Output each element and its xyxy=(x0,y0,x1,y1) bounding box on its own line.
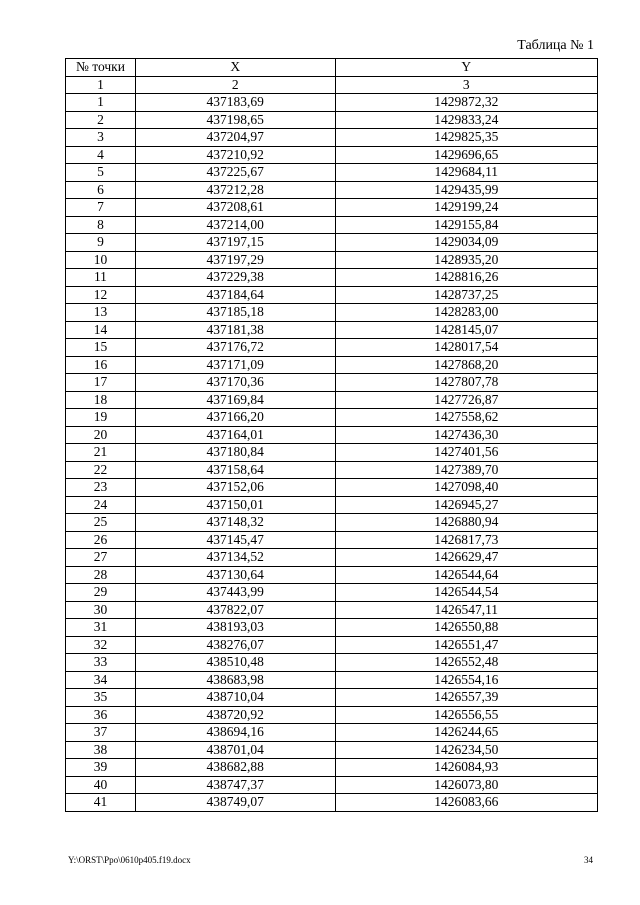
y-coordinate-cell: 1426629,47 xyxy=(335,549,598,567)
point-number-cell: 8 xyxy=(66,216,136,234)
y-coordinate-cell: 1426817,73 xyxy=(335,531,598,549)
table-row xyxy=(66,94,598,112)
point-number-cell: 16 xyxy=(66,356,136,374)
header-row xyxy=(66,59,598,77)
x-coordinate-cell: 437181,38 xyxy=(135,321,335,339)
point-number-cell: 23 xyxy=(66,479,136,497)
x-coordinate-cell: 437134,52 xyxy=(135,549,335,567)
y-coordinate-cell: 1427726,87 xyxy=(335,391,598,409)
x-coordinate-cell: 437145,47 xyxy=(135,531,335,549)
y-coordinate-cell: 1428017,54 xyxy=(335,339,598,357)
x-coordinate-cell: 437214,00 xyxy=(135,216,335,234)
point-number-cell: 37 xyxy=(66,724,136,742)
x-coordinate-cell: 437158,64 xyxy=(135,461,335,479)
x-coordinate-cell: 438694,16 xyxy=(135,724,335,742)
x-coordinate-cell: 437171,09 xyxy=(135,356,335,374)
table-row xyxy=(66,776,598,794)
y-coordinate-cell: 1428145,07 xyxy=(335,321,598,339)
table-row xyxy=(66,304,598,322)
table-row xyxy=(66,689,598,707)
table-row xyxy=(66,706,598,724)
footer-file-path: Y:\ORST\Ppo\0610p405.f19.docx xyxy=(68,855,191,865)
table-row xyxy=(66,409,598,427)
x-coordinate-cell: 437152,06 xyxy=(135,479,335,497)
y-coordinate-cell: 1428816,26 xyxy=(335,269,598,287)
y-coordinate-cell: 1426544,64 xyxy=(335,566,598,584)
y-coordinate-cell: 1429833,24 xyxy=(335,111,598,129)
y-coordinate-cell: 1427868,20 xyxy=(335,356,598,374)
column-index-cell: 3 xyxy=(335,76,598,94)
x-coordinate-cell: 438682,88 xyxy=(135,759,335,777)
y-coordinate-cell: 1426234,50 xyxy=(335,741,598,759)
point-number-cell: 21 xyxy=(66,444,136,462)
column-index-cell: 2 xyxy=(135,76,335,94)
table-row xyxy=(66,619,598,637)
point-number-cell: 5 xyxy=(66,164,136,182)
x-coordinate-cell: 437164,01 xyxy=(135,426,335,444)
table-row xyxy=(66,671,598,689)
x-coordinate-cell: 438510,48 xyxy=(135,654,335,672)
column-index-row xyxy=(66,76,598,94)
table-row xyxy=(66,129,598,147)
table-row xyxy=(66,164,598,182)
y-coordinate-cell: 1426552,48 xyxy=(335,654,598,672)
y-coordinate-cell: 1428737,25 xyxy=(335,286,598,304)
y-coordinate-cell: 1426544,54 xyxy=(335,584,598,602)
table-row xyxy=(66,286,598,304)
table-row xyxy=(66,146,598,164)
x-coordinate-cell: 438276,07 xyxy=(135,636,335,654)
table-row xyxy=(66,269,598,287)
y-coordinate-cell: 1427389,70 xyxy=(335,461,598,479)
point-number-cell: 28 xyxy=(66,566,136,584)
table-row xyxy=(66,426,598,444)
point-number-cell: 26 xyxy=(66,531,136,549)
y-coordinate-cell: 1426244,65 xyxy=(335,724,598,742)
point-number-cell: 30 xyxy=(66,601,136,619)
y-coordinate-cell: 1427807,78 xyxy=(335,374,598,392)
x-coordinate-cell: 437150,01 xyxy=(135,496,335,514)
x-coordinate-cell: 437204,97 xyxy=(135,129,335,147)
point-number-cell: 2 xyxy=(66,111,136,129)
point-number-cell: 25 xyxy=(66,514,136,532)
y-coordinate-cell: 1427558,62 xyxy=(335,409,598,427)
y-coordinate-cell: 1428935,20 xyxy=(335,251,598,269)
table-caption: Таблица № 1 xyxy=(517,38,594,53)
point-number-cell: 7 xyxy=(66,199,136,217)
table-row xyxy=(66,636,598,654)
point-number-cell: 31 xyxy=(66,619,136,637)
table-row xyxy=(66,356,598,374)
x-coordinate-cell: 438720,92 xyxy=(135,706,335,724)
y-coordinate-cell: 1426945,27 xyxy=(335,496,598,514)
point-number-cell: 19 xyxy=(66,409,136,427)
x-coordinate-cell: 437822,07 xyxy=(135,601,335,619)
y-coordinate-cell: 1429034,09 xyxy=(335,234,598,252)
point-number-cell: 18 xyxy=(66,391,136,409)
point-number-cell: 40 xyxy=(66,776,136,794)
point-number-cell: 1 xyxy=(66,94,136,112)
table-row xyxy=(66,496,598,514)
table-row xyxy=(66,234,598,252)
y-coordinate-cell: 1426550,88 xyxy=(335,619,598,637)
point-number-cell: 29 xyxy=(66,584,136,602)
table-row xyxy=(66,759,598,777)
x-coordinate-cell: 437212,28 xyxy=(135,181,335,199)
table-header xyxy=(66,59,598,94)
y-coordinate-cell: 1427098,40 xyxy=(335,479,598,497)
point-number-cell: 41 xyxy=(66,794,136,812)
table-row xyxy=(66,794,598,812)
y-coordinate-cell: 1426554,16 xyxy=(335,671,598,689)
table-row xyxy=(66,654,598,672)
point-number-cell: 11 xyxy=(66,269,136,287)
y-coordinate-cell: 1429872,32 xyxy=(335,94,598,112)
x-coordinate-cell: 438747,37 xyxy=(135,776,335,794)
y-coordinate-cell: 1427436,30 xyxy=(335,426,598,444)
y-coordinate-cell: 1429696,65 xyxy=(335,146,598,164)
x-coordinate-cell: 437170,36 xyxy=(135,374,335,392)
x-coordinate-cell: 438710,04 xyxy=(135,689,335,707)
point-number-cell: 32 xyxy=(66,636,136,654)
table-row xyxy=(66,339,598,357)
y-coordinate-cell: 1429825,35 xyxy=(335,129,598,147)
column-index-cell: 1 xyxy=(66,76,136,94)
table-row xyxy=(66,531,598,549)
point-number-cell: 35 xyxy=(66,689,136,707)
x-coordinate-cell: 437185,18 xyxy=(135,304,335,322)
point-number-cell: 33 xyxy=(66,654,136,672)
point-number-cell: 17 xyxy=(66,374,136,392)
table-row xyxy=(66,584,598,602)
x-coordinate-cell: 437443,99 xyxy=(135,584,335,602)
y-coordinate-cell: 1426556,55 xyxy=(335,706,598,724)
y-coordinate-cell: 1426557,39 xyxy=(335,689,598,707)
x-coordinate-cell: 437180,84 xyxy=(135,444,335,462)
table-row xyxy=(66,444,598,462)
x-coordinate-cell: 438193,03 xyxy=(135,619,335,637)
point-number-cell: 4 xyxy=(66,146,136,164)
point-number-cell: 12 xyxy=(66,286,136,304)
point-number-cell: 13 xyxy=(66,304,136,322)
table-row xyxy=(66,566,598,584)
point-number-cell: 14 xyxy=(66,321,136,339)
footer-page-number: 34 xyxy=(584,855,593,865)
table-row xyxy=(66,741,598,759)
table-row xyxy=(66,549,598,567)
y-coordinate-cell: 1426073,80 xyxy=(335,776,598,794)
point-number-cell: 39 xyxy=(66,759,136,777)
x-coordinate-cell: 437166,20 xyxy=(135,409,335,427)
x-coordinate-cell: 438701,04 xyxy=(135,741,335,759)
x-coordinate-cell: 437198,65 xyxy=(135,111,335,129)
y-coordinate-cell: 1426551,47 xyxy=(335,636,598,654)
table-row xyxy=(66,391,598,409)
coordinates-table xyxy=(65,58,598,812)
table-row xyxy=(66,216,598,234)
y-coordinate-cell: 1427401,56 xyxy=(335,444,598,462)
x-coordinate-cell: 437183,69 xyxy=(135,94,335,112)
table-row xyxy=(66,601,598,619)
y-coordinate-cell: 1426880,94 xyxy=(335,514,598,532)
point-number-cell: 10 xyxy=(66,251,136,269)
x-coordinate-cell: 437148,32 xyxy=(135,514,335,532)
point-number-cell: 38 xyxy=(66,741,136,759)
table-row xyxy=(66,724,598,742)
x-coordinate-cell: 437176,72 xyxy=(135,339,335,357)
table-row xyxy=(66,199,598,217)
point-number-cell: 15 xyxy=(66,339,136,357)
x-coordinate-cell: 438683,98 xyxy=(135,671,335,689)
x-coordinate-cell: 437169,84 xyxy=(135,391,335,409)
y-coordinate-cell: 1429684,11 xyxy=(335,164,598,182)
table-row xyxy=(66,374,598,392)
header-x: X xyxy=(135,59,335,77)
point-number-cell: 6 xyxy=(66,181,136,199)
point-number-cell: 9 xyxy=(66,234,136,252)
table-row xyxy=(66,251,598,269)
y-coordinate-cell: 1426547,11 xyxy=(335,601,598,619)
x-coordinate-cell: 437197,29 xyxy=(135,251,335,269)
x-coordinate-cell: 437184,64 xyxy=(135,286,335,304)
x-coordinate-cell: 437197,15 xyxy=(135,234,335,252)
table-row xyxy=(66,111,598,129)
point-number-cell: 27 xyxy=(66,549,136,567)
x-coordinate-cell: 437225,67 xyxy=(135,164,335,182)
x-coordinate-cell: 438749,07 xyxy=(135,794,335,812)
table-body xyxy=(66,94,598,812)
point-number-cell: 22 xyxy=(66,461,136,479)
x-coordinate-cell: 437229,38 xyxy=(135,269,335,287)
header-point-number: № точки xyxy=(66,59,136,77)
header-y: Y xyxy=(335,59,598,77)
y-coordinate-cell: 1426083,66 xyxy=(335,794,598,812)
y-coordinate-cell: 1429199,24 xyxy=(335,199,598,217)
point-number-cell: 20 xyxy=(66,426,136,444)
point-number-cell: 24 xyxy=(66,496,136,514)
table-row xyxy=(66,181,598,199)
point-number-cell: 34 xyxy=(66,671,136,689)
table-row xyxy=(66,479,598,497)
y-coordinate-cell: 1429435,99 xyxy=(335,181,598,199)
y-coordinate-cell: 1428283,00 xyxy=(335,304,598,322)
y-coordinate-cell: 1426084,93 xyxy=(335,759,598,777)
y-coordinate-cell: 1429155,84 xyxy=(335,216,598,234)
point-number-cell: 36 xyxy=(66,706,136,724)
table-row xyxy=(66,461,598,479)
table-row xyxy=(66,321,598,339)
table-row xyxy=(66,514,598,532)
x-coordinate-cell: 437210,92 xyxy=(135,146,335,164)
x-coordinate-cell: 437208,61 xyxy=(135,199,335,217)
x-coordinate-cell: 437130,64 xyxy=(135,566,335,584)
point-number-cell: 3 xyxy=(66,129,136,147)
